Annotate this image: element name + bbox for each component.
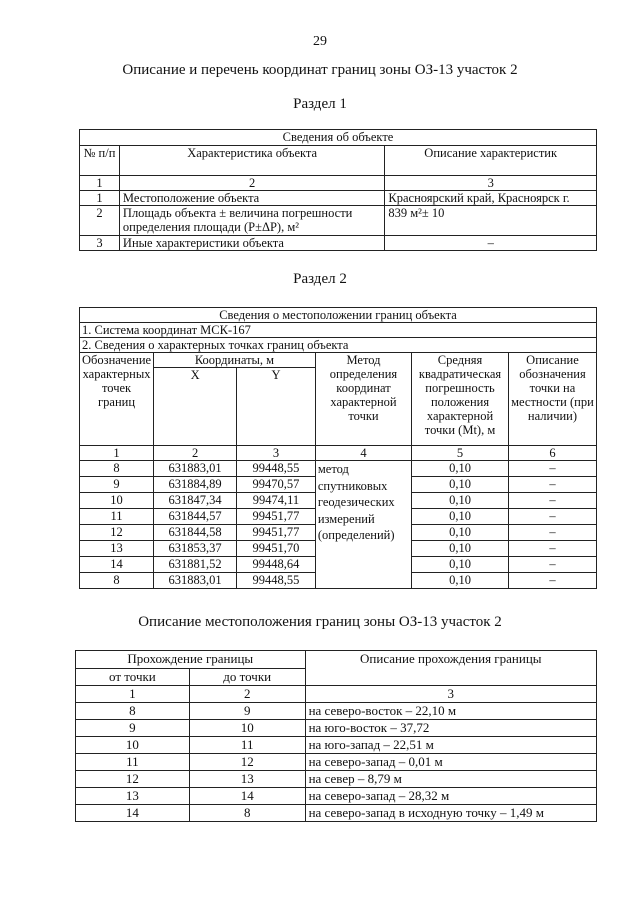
- cell: –: [508, 509, 596, 525]
- header-y: Y: [237, 368, 316, 446]
- index-cell: 6: [508, 446, 596, 461]
- cell: –: [508, 525, 596, 541]
- cell: 10: [189, 720, 305, 737]
- index-cell: 3: [385, 176, 597, 191]
- cell: 0,10: [412, 541, 509, 557]
- header-designation: Обозначение характерных точек границ: [80, 353, 154, 446]
- cell: 631853,37: [154, 541, 237, 557]
- header-x: X: [154, 368, 237, 446]
- cell: 631844,57: [154, 509, 237, 525]
- cell: на северо-запад в исходную точку – 1,49 м: [305, 805, 596, 822]
- table-title: Сведения об объекте: [80, 130, 597, 146]
- header-passage: Прохождение границы: [76, 651, 306, 669]
- table-row: [80, 206, 597, 236]
- cell: на север – 8,79 м: [305, 771, 596, 788]
- cell: 99448,55: [237, 573, 316, 589]
- cell: 13: [76, 788, 190, 805]
- cell: –: [508, 477, 596, 493]
- index-cell: 2: [119, 176, 384, 191]
- cell: 12: [80, 525, 154, 541]
- index-cell: 2: [154, 446, 237, 461]
- cell: 631883,01: [154, 573, 237, 589]
- cell: –: [508, 557, 596, 573]
- table-row: [80, 236, 597, 251]
- cell: 0,10: [412, 573, 509, 589]
- cell: 9: [189, 703, 305, 720]
- cell: Красноярский край, Красноярск г.: [385, 191, 597, 206]
- table-row: [76, 788, 597, 805]
- cell: 99451,70: [237, 541, 316, 557]
- cell: –: [508, 461, 596, 477]
- coordinate-system: 1. Система координат МСК-167: [80, 323, 597, 338]
- cell: 631884,89: [154, 477, 237, 493]
- method-cell: метод спутниковых геодезических измерений (определений): [315, 461, 411, 589]
- index-cell: 5: [412, 446, 509, 461]
- header-from: от точки: [76, 669, 190, 686]
- index-cell: 3: [237, 446, 316, 461]
- cell: 8: [80, 573, 154, 589]
- cell: 631881,52: [154, 557, 237, 573]
- page-number: 29: [313, 34, 327, 49]
- index-cell: 4: [315, 446, 411, 461]
- section2-heading: Раздел 2: [293, 271, 347, 287]
- cell: 631847,34: [154, 493, 237, 509]
- cell: 0,10: [412, 509, 509, 525]
- table-row: [76, 805, 597, 822]
- table-row: [76, 737, 597, 754]
- cell: 1: [80, 191, 120, 206]
- header-coordinates: Координаты, м: [154, 353, 316, 368]
- cell: 631844,58: [154, 525, 237, 541]
- cell: 11: [76, 754, 190, 771]
- header-number: № п/п: [80, 146, 120, 176]
- cell: 13: [189, 771, 305, 788]
- cell: 3: [80, 236, 120, 251]
- index-cell: 1: [76, 686, 190, 703]
- cell: 99448,55: [237, 461, 316, 477]
- table-row: [76, 703, 597, 720]
- cell: на северо-восток – 22,10 м: [305, 703, 596, 720]
- section1-heading: Раздел 1: [293, 96, 347, 112]
- cell: на северо-запад – 28,32 м: [305, 788, 596, 805]
- table-row: [76, 771, 597, 788]
- cell: 14: [80, 557, 154, 573]
- header-to: до точки: [189, 669, 305, 686]
- cell: 9: [76, 720, 190, 737]
- cell: 9: [80, 477, 154, 493]
- header-method: Метод определения координат характерной точки: [315, 353, 411, 446]
- cell: на северо-запад – 0,01 м: [305, 754, 596, 771]
- document-title: Описание и перечень координат границ зоны ОЗ-13 участок 2: [122, 62, 518, 78]
- cell: 0,10: [412, 461, 509, 477]
- index-cell: 3: [305, 686, 596, 703]
- cell: –: [385, 236, 597, 251]
- cell: 839 м²± 10: [385, 206, 597, 236]
- cell: Площадь объекта ± величина погрешности определения площади (P±ΔP), м²: [119, 206, 384, 236]
- cell: 2: [80, 206, 120, 236]
- cell: 0,10: [412, 557, 509, 573]
- cell: 99451,77: [237, 509, 316, 525]
- cell: 11: [189, 737, 305, 754]
- cell: 0,10: [412, 477, 509, 493]
- cell: 10: [80, 493, 154, 509]
- table-row: [76, 720, 597, 737]
- cell: 14: [76, 805, 190, 822]
- cell: –: [508, 541, 596, 557]
- header-characteristic: Характеристика объекта: [119, 146, 384, 176]
- header-error: Средняя квадратическая погрешность положения характерной точки (Mt), м: [412, 353, 509, 446]
- cell: 8: [76, 703, 190, 720]
- cell: на юго-запад – 22,51 м: [305, 737, 596, 754]
- cell: 0,10: [412, 525, 509, 541]
- cell: 99470,57: [237, 477, 316, 493]
- cell: Иные характеристики объекта: [119, 236, 384, 251]
- points-title: 2. Сведения о характерных точках границ объекта: [80, 338, 597, 353]
- cell: 99451,77: [237, 525, 316, 541]
- boundary-points-table: [79, 307, 597, 589]
- index-cell: 1: [80, 176, 120, 191]
- cell: 13: [80, 541, 154, 557]
- cell: 12: [76, 771, 190, 788]
- header-description: Описание характеристик: [385, 146, 597, 176]
- cell: 11: [80, 509, 154, 525]
- cell: на юго-восток – 37,72: [305, 720, 596, 737]
- table-row: [80, 191, 597, 206]
- cell: 14: [189, 788, 305, 805]
- cell: 8: [189, 805, 305, 822]
- object-info-table: [79, 129, 597, 251]
- index-cell: 2: [189, 686, 305, 703]
- cell: 99448,64: [237, 557, 316, 573]
- section3-heading: Описание местоположения границ зоны ОЗ-13 участок 2: [138, 614, 502, 630]
- cell: 0,10: [412, 493, 509, 509]
- cell: –: [508, 573, 596, 589]
- table-title: Сведения о местоположении границ объекта: [80, 308, 597, 323]
- cell: 8: [80, 461, 154, 477]
- boundary-description-table: [75, 650, 597, 822]
- cell: 10: [76, 737, 190, 754]
- table-row: [80, 461, 597, 477]
- index-cell: 1: [80, 446, 154, 461]
- cell: 99474,11: [237, 493, 316, 509]
- cell: Местоположение объекта: [119, 191, 384, 206]
- header-marking: Описание обозначения точки на местности (при наличии): [508, 353, 596, 446]
- header-description: Описание прохождения границы: [305, 651, 596, 686]
- cell: –: [508, 493, 596, 509]
- cell: 631883,01: [154, 461, 237, 477]
- table-row: [76, 754, 597, 771]
- cell: 12: [189, 754, 305, 771]
